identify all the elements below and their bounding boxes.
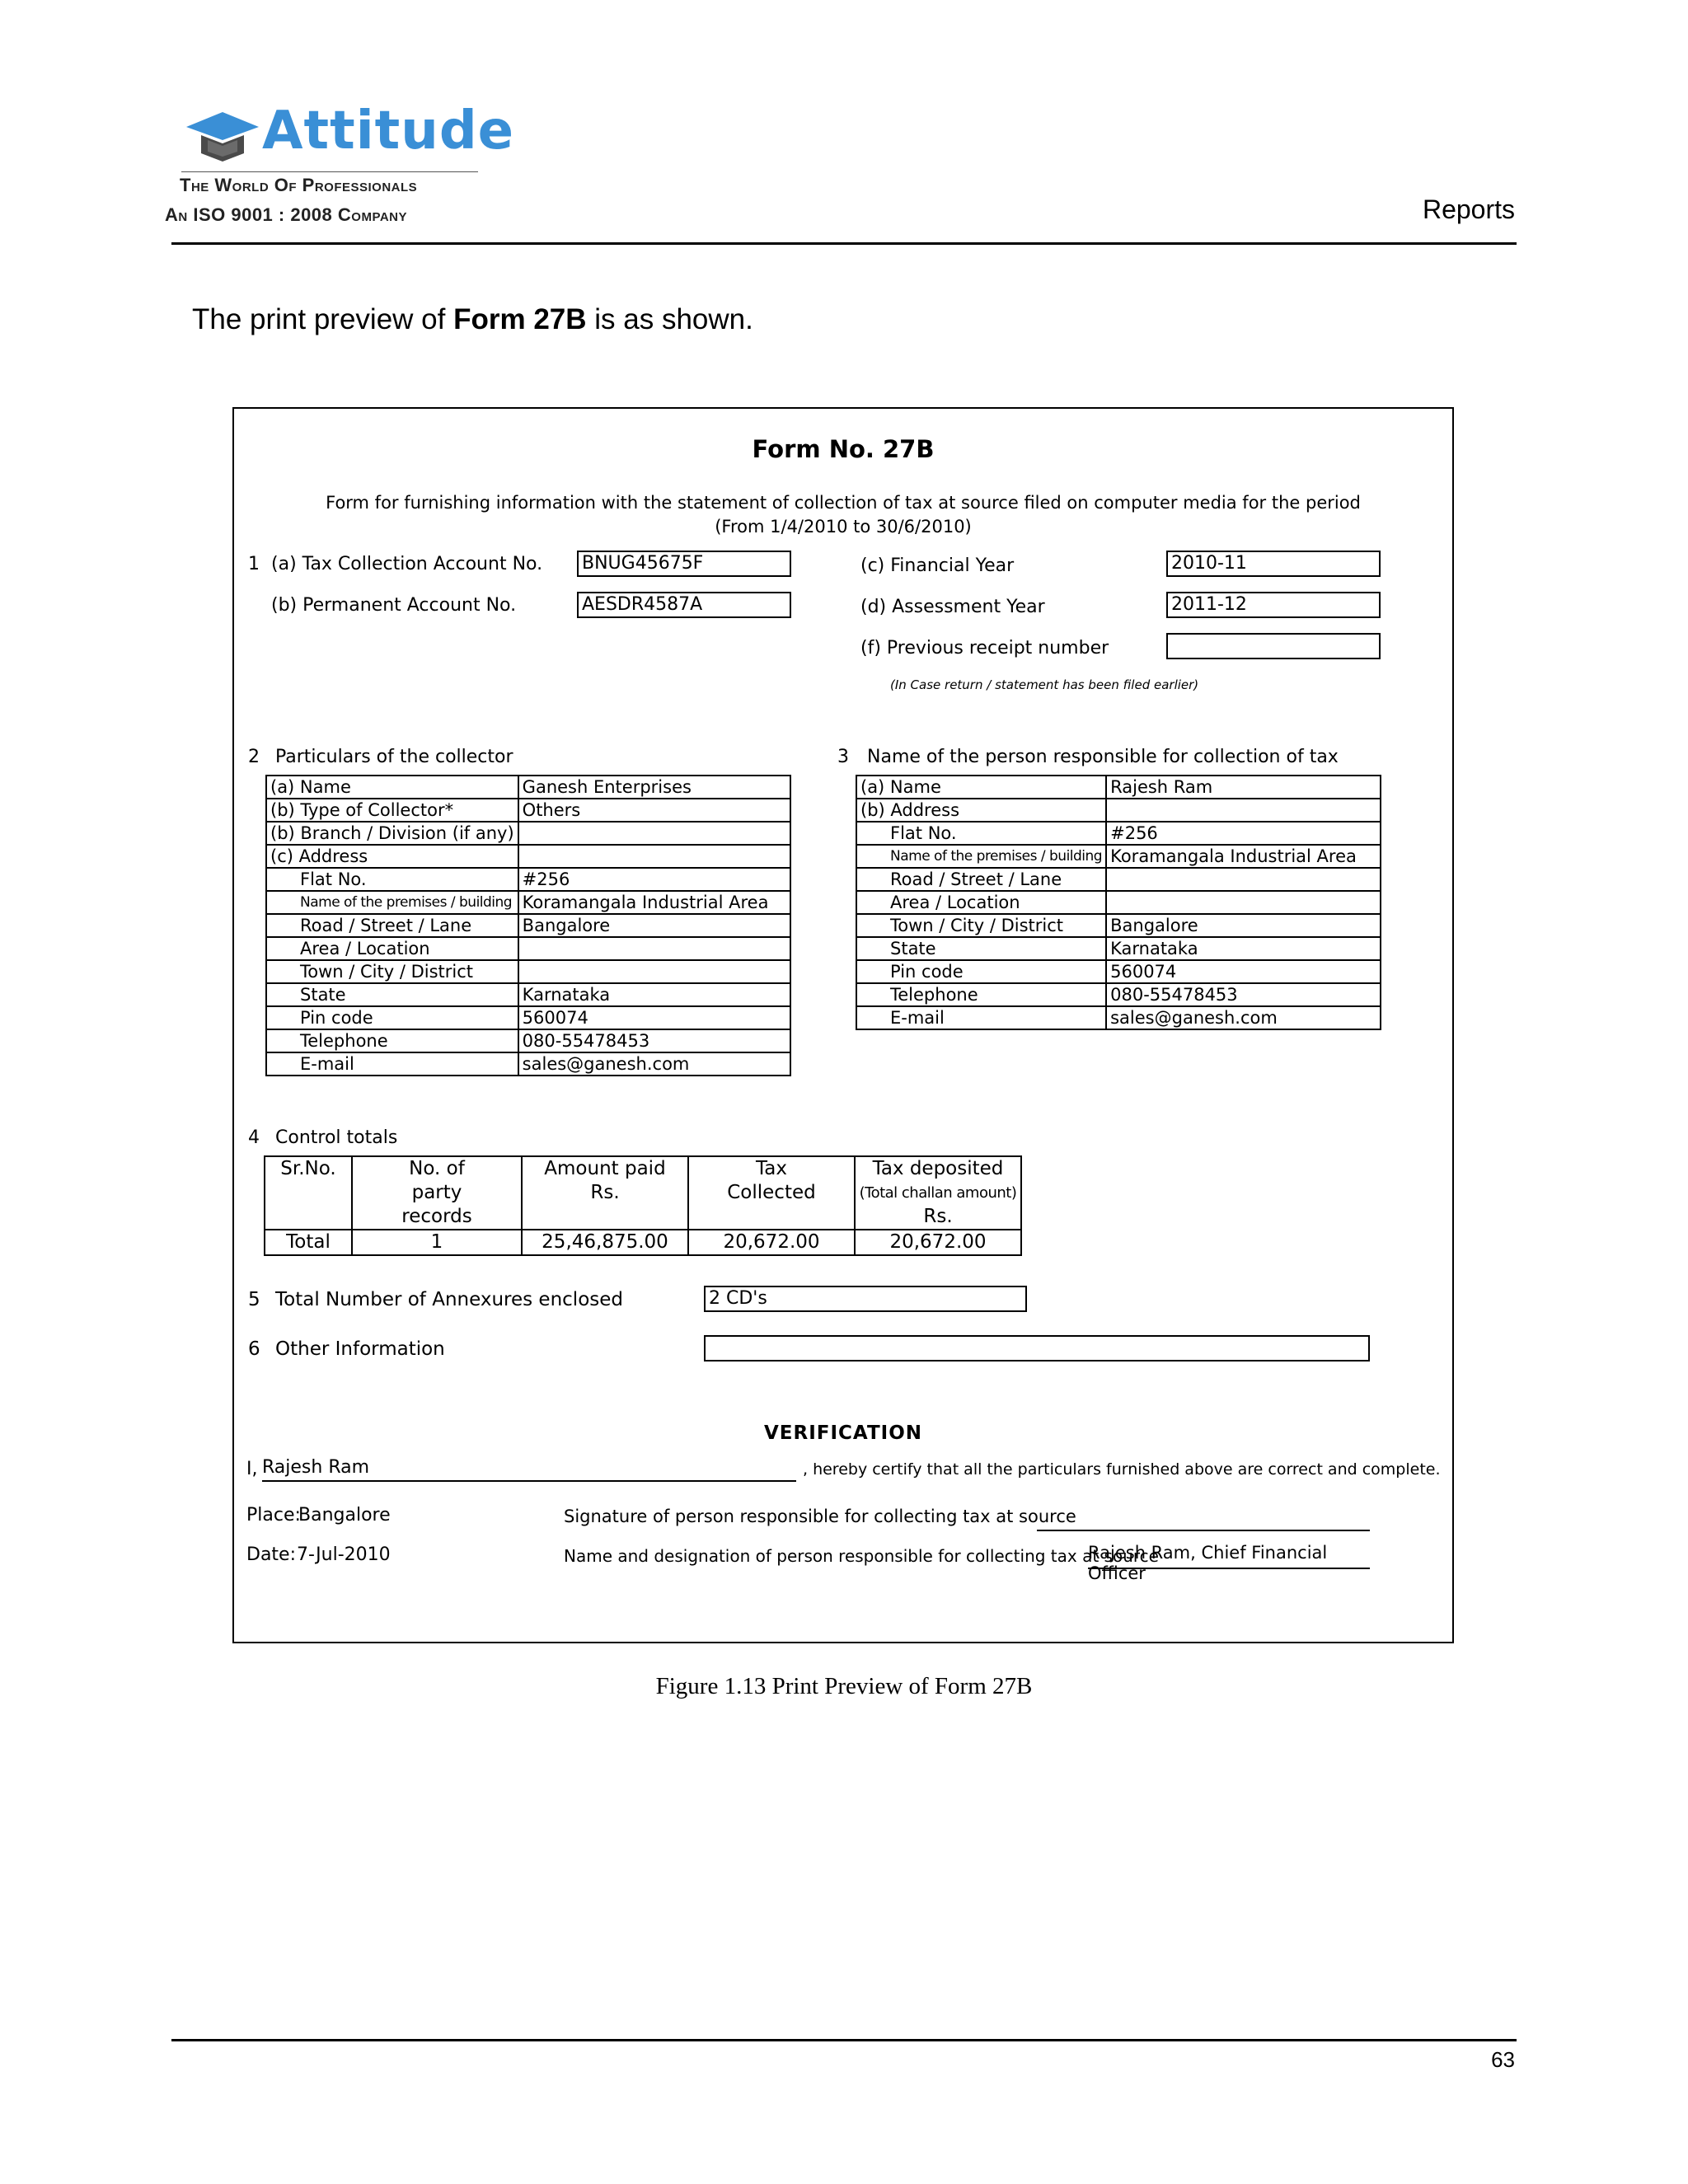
column-header: Tax deposited (Total challan amount) Rs. xyxy=(855,1156,1021,1230)
mortarboard-icon xyxy=(183,107,262,165)
footer-rule xyxy=(171,2039,1517,2041)
intro-suffix: is as shown. xyxy=(586,303,753,335)
row-value: Rajesh Ram xyxy=(1106,776,1381,799)
row-label: (b) Address xyxy=(856,799,1106,822)
table-row xyxy=(856,776,1381,799)
intro-text xyxy=(192,303,753,336)
intro-prefix: The print preview of xyxy=(192,303,454,335)
table-row xyxy=(856,891,1381,914)
row-value: Ganesh Enterprises xyxy=(518,776,790,799)
row-value: Bangalore xyxy=(518,914,790,937)
row-value: #256 xyxy=(1106,822,1381,845)
table-row xyxy=(266,960,790,983)
company-logo xyxy=(165,101,515,237)
row-label: Flat No. xyxy=(266,868,518,891)
table-row xyxy=(856,845,1381,868)
table-cell: 20,672.00 xyxy=(855,1230,1021,1255)
form-description xyxy=(234,491,1452,539)
verification-name: Rajesh Ram xyxy=(262,1457,370,1478)
row-label: Flat No. xyxy=(856,822,1106,845)
row-value xyxy=(518,845,790,868)
section4-number: 4 xyxy=(248,1127,260,1148)
page-number: 63 xyxy=(1491,2047,1515,2072)
financial-year-field: 2010-11 xyxy=(1166,551,1381,577)
row-label: E-mail xyxy=(856,1006,1106,1029)
table-row xyxy=(856,822,1381,845)
row-label: Area / Location xyxy=(266,937,518,960)
table-row xyxy=(266,776,790,799)
table-row xyxy=(856,960,1381,983)
row-value xyxy=(1106,799,1381,822)
table-row xyxy=(265,1230,1021,1255)
place-value: Bangalore xyxy=(298,1505,391,1526)
row-label: Name of the premises / building xyxy=(266,891,518,914)
verification-title: VERIFICATION xyxy=(764,1422,922,1444)
tan-field: BNUG45675F xyxy=(577,551,791,577)
row-value xyxy=(1106,891,1381,914)
column-header: Tax Collected xyxy=(688,1156,855,1230)
table-row xyxy=(266,1006,790,1029)
section-label: Reports xyxy=(1422,194,1515,224)
section2-title: Particulars of the collector xyxy=(275,747,513,767)
row-value xyxy=(1106,868,1381,891)
responsible-person-table xyxy=(856,775,1381,1030)
logo-divider xyxy=(181,171,478,172)
row-label: Road / Street / Lane xyxy=(266,914,518,937)
row-label: Pin code xyxy=(856,960,1106,983)
table-cell: Total xyxy=(265,1230,352,1255)
section1-number: 1 xyxy=(248,554,260,574)
form-description-line1: Form for furnishing information with the statement of collection of tax at source filed on computer media for the period xyxy=(326,493,1361,513)
row-label: Town / City / District xyxy=(856,914,1106,937)
row-label: E-mail xyxy=(266,1052,518,1076)
table-row xyxy=(856,799,1381,822)
verification-certify-text: , hereby certify that all the particulars furnished above are correct and complete. xyxy=(803,1460,1441,1479)
section2-number: 2 xyxy=(248,747,260,767)
table-row xyxy=(856,1006,1381,1029)
row-label: Telephone xyxy=(856,983,1106,1006)
designation-value: Rajesh Ram, Chief Financial Officer xyxy=(1088,1543,1328,1583)
table-cell: 25,46,875.00 xyxy=(522,1230,688,1255)
date-value: 7-Jul-2010 xyxy=(297,1544,391,1565)
other-info-label: Other Information xyxy=(275,1338,445,1360)
column-header: Amount paid Rs. xyxy=(522,1156,688,1230)
table-row xyxy=(266,891,790,914)
row-value: sales@ganesh.com xyxy=(518,1052,790,1076)
pan-label: (b) Permanent Account No. xyxy=(271,595,517,616)
other-info-field xyxy=(704,1335,1370,1361)
row-label: Road / Street / Lane xyxy=(856,868,1106,891)
row-label: State xyxy=(266,983,518,1006)
row-value: 560074 xyxy=(1106,960,1381,983)
verification-name-line xyxy=(262,1457,796,1482)
table-header-row xyxy=(265,1156,1021,1230)
table-cell: 20,672.00 xyxy=(688,1230,855,1255)
row-label: State xyxy=(856,937,1106,960)
table-row xyxy=(856,868,1381,891)
table-row xyxy=(266,1052,790,1076)
date-label: Date: xyxy=(246,1544,296,1565)
previous-receipt-note: (In Case return / statement has been filed earlier) xyxy=(890,677,1199,692)
row-value: Koramangala Industrial Area xyxy=(1106,845,1381,868)
previous-receipt-label: (f) Previous receipt number xyxy=(860,638,1109,658)
row-value: Karnataka xyxy=(1106,937,1381,960)
annexures-field: 2 CD's xyxy=(704,1286,1027,1312)
designation-line xyxy=(1088,1543,1370,1583)
financial-year-label: (c) Financial Year xyxy=(860,555,1015,576)
column-header: No. of party records xyxy=(352,1156,522,1230)
row-value: Bangalore xyxy=(1106,914,1381,937)
row-value xyxy=(518,960,790,983)
control-totals-table xyxy=(264,1155,1022,1256)
pan-field: AESDR4587A xyxy=(577,592,791,618)
verification-i-prefix: I, xyxy=(246,1459,258,1479)
row-value: 080-55478453 xyxy=(518,1029,790,1052)
row-value: #256 xyxy=(518,868,790,891)
row-value: sales@ganesh.com xyxy=(1106,1006,1381,1029)
table-row xyxy=(266,845,790,868)
intro-bold: Form 27B xyxy=(453,303,587,335)
row-label: Area / Location xyxy=(856,891,1106,914)
section3-number: 3 xyxy=(837,747,849,767)
form-27b-preview xyxy=(232,407,1454,1643)
table-row xyxy=(266,937,790,960)
column-header: Sr.No. xyxy=(265,1156,352,1230)
header-rule xyxy=(171,242,1517,245)
table-row xyxy=(266,799,790,822)
table-row xyxy=(266,983,790,1006)
assessment-year-label: (d) Assessment Year xyxy=(860,597,1045,617)
table-row xyxy=(266,1029,790,1052)
section6-number: 6 xyxy=(248,1338,260,1360)
row-label: (b) Type of Collector* xyxy=(266,799,518,822)
assessment-year-field: 2011-12 xyxy=(1166,592,1381,618)
section3-title: Name of the person responsible for collection of tax xyxy=(867,747,1339,767)
row-label: Town / City / District xyxy=(266,960,518,983)
table-cell: 1 xyxy=(352,1230,522,1255)
designation-label: Name and designation of person responsible for collecting tax at source xyxy=(564,1546,1159,1566)
row-label: (a) Name xyxy=(856,776,1106,799)
section5-number: 5 xyxy=(248,1289,260,1310)
signature-line xyxy=(1037,1505,1370,1531)
row-label: Name of the premises / building xyxy=(856,845,1106,868)
row-label: Telephone xyxy=(266,1029,518,1052)
figure-caption: Figure 1.13 Print Preview of Form 27B xyxy=(655,1673,1033,1699)
logo-iso-line: An ISO 9001 : 2008 Company xyxy=(165,204,408,225)
annexures-label: Total Number of Annexures enclosed xyxy=(275,1289,623,1310)
row-label: (b) Branch / Division (if any) xyxy=(266,822,518,845)
row-value: Karnataka xyxy=(518,983,790,1006)
signature-label: Signature of person responsible for collecting tax at source xyxy=(564,1507,1076,1526)
row-value: 560074 xyxy=(518,1006,790,1029)
row-value xyxy=(518,937,790,960)
table-row xyxy=(856,937,1381,960)
logo-tagline: The World Of Professionals xyxy=(180,175,418,195)
section4-title: Control totals xyxy=(275,1127,398,1148)
table-row xyxy=(266,914,790,937)
row-label: (a) Name xyxy=(266,776,518,799)
logo-wordmark: Attitude xyxy=(262,101,515,162)
form-title: Form No. 27B xyxy=(752,435,935,463)
row-label: (c) Address xyxy=(266,845,518,868)
table-row xyxy=(266,868,790,891)
table-row xyxy=(856,914,1381,937)
row-value: 080-55478453 xyxy=(1106,983,1381,1006)
row-label: Pin code xyxy=(266,1006,518,1029)
row-value xyxy=(518,822,790,845)
table-row xyxy=(266,822,790,845)
tan-label: (a) Tax Collection Account No. xyxy=(271,554,543,574)
form-description-line2: (From 1/4/2010 to 30/6/2010) xyxy=(715,517,972,537)
row-value: Others xyxy=(518,799,790,822)
place-label: Place: xyxy=(246,1505,301,1526)
collector-table xyxy=(265,775,791,1076)
previous-receipt-field xyxy=(1166,633,1381,659)
row-value: Koramangala Industrial Area xyxy=(518,891,790,914)
table-row xyxy=(856,983,1381,1006)
